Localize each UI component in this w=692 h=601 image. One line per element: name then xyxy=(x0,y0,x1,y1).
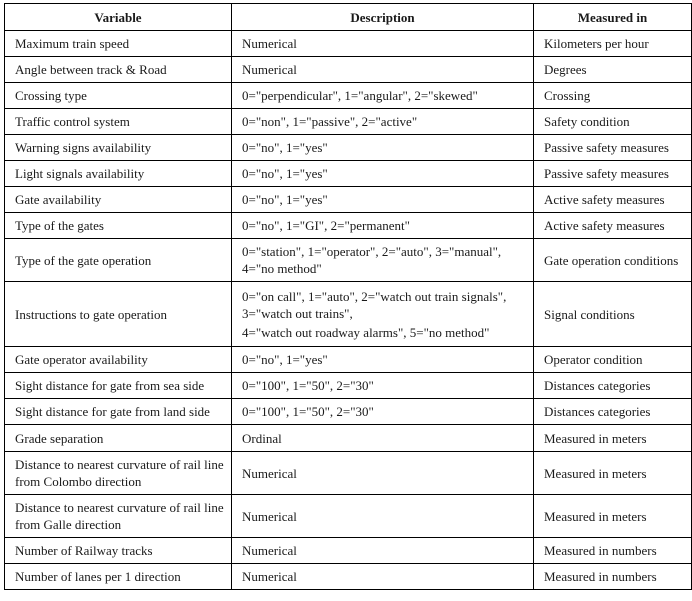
cell-measured-in: Distances categories xyxy=(534,373,692,399)
table-row xyxy=(5,57,692,83)
description-line: 0="no", 1="yes" xyxy=(242,352,328,367)
cell-variable: Sight distance for gate from land side xyxy=(5,399,232,425)
description-line: 0="perpendicular", 1="angular", 2="skewed" xyxy=(242,88,478,103)
column-header-variable: Variable xyxy=(5,4,232,31)
cell-variable: Type of the gate operation xyxy=(5,239,232,282)
table-row xyxy=(5,239,692,282)
cell-variable: Type of the gates xyxy=(5,213,232,239)
description-line: Ordinal xyxy=(242,430,282,446)
cell-description xyxy=(232,538,534,564)
cell-variable: Maximum train speed xyxy=(5,31,232,57)
description-line: Numerical xyxy=(242,465,297,481)
cell-measured-in: Measured in numbers xyxy=(534,538,692,564)
table-row xyxy=(5,452,692,495)
cell-measured-in: Safety condition xyxy=(534,109,692,135)
cell-description xyxy=(232,373,534,399)
cell-description xyxy=(232,239,534,282)
table-row xyxy=(5,135,692,161)
cell-description xyxy=(232,213,534,239)
description-line: 0="no", 1="yes" xyxy=(242,140,328,155)
cell-measured-in: Passive safety measures xyxy=(534,135,692,161)
cell-measured-in: Active safety measures xyxy=(534,213,692,239)
cell-measured-in: Distances categories xyxy=(534,399,692,425)
cell-description xyxy=(232,31,534,57)
cell-description xyxy=(232,109,534,135)
cell-description xyxy=(232,161,534,187)
table-header-row xyxy=(5,4,692,31)
description-line: 0="100", 1="50", 2="30" xyxy=(242,404,374,419)
table-row xyxy=(5,161,692,187)
table-row xyxy=(5,564,692,590)
cell-variable: Gate availability xyxy=(5,187,232,213)
cell-variable: Crossing type xyxy=(5,83,232,109)
cell-measured-in: Measured in meters xyxy=(534,452,692,495)
description-line: Numerical xyxy=(242,543,297,558)
cell-variable: Number of Railway tracks xyxy=(5,538,232,564)
cell-measured-in: Measured in numbers xyxy=(534,564,692,590)
table-row xyxy=(5,373,692,399)
column-header-description: Description xyxy=(232,4,534,31)
cell-variable: Distance to nearest curvature of rail line from Colombo direction xyxy=(5,452,232,495)
table-row xyxy=(5,495,692,538)
description-line: 0="no", 1="GI", 2="permanent" xyxy=(242,218,410,233)
cell-measured-in: Operator condition xyxy=(534,347,692,373)
cell-description xyxy=(232,452,534,495)
cell-measured-in: Measured in meters xyxy=(534,495,692,538)
cell-description xyxy=(232,135,534,161)
variables-table xyxy=(4,3,692,590)
cell-description xyxy=(232,347,534,373)
cell-variable: Gate operator availability xyxy=(5,347,232,373)
description-line: 0="100", 1="50", 2="30" xyxy=(242,378,374,393)
cell-description xyxy=(232,282,534,347)
description-line: 4="no method" xyxy=(242,261,322,276)
description-line: Numerical xyxy=(242,62,297,77)
cell-measured-in: Signal conditions xyxy=(534,282,692,347)
table-body xyxy=(5,31,692,590)
description-line: 4="watch out roadway alarms", 5="no method" xyxy=(242,324,490,340)
cell-measured-in: Measured in meters xyxy=(534,425,692,452)
cell-description xyxy=(232,564,534,590)
cell-measured-in: Gate operation conditions xyxy=(534,239,692,282)
cell-variable: Light signals availability xyxy=(5,161,232,187)
description-line: 3="watch out trains", xyxy=(242,305,353,321)
description-line: Numerical xyxy=(242,36,297,51)
description-line: 0="no", 1="yes" xyxy=(242,192,328,207)
cell-measured-in: Kilometers per hour xyxy=(534,31,692,57)
cell-variable: Grade separation xyxy=(5,425,232,452)
cell-measured-in: Crossing xyxy=(534,83,692,109)
table-row xyxy=(5,109,692,135)
description-line: 0="station", 1="operator", 2="auto", 3="manual", xyxy=(242,244,502,259)
table-row xyxy=(5,425,692,452)
cell-variable: Distance to nearest curvature of rail line from Galle direction xyxy=(5,495,232,538)
cell-description xyxy=(232,495,534,538)
cell-variable: Instructions to gate operation xyxy=(5,282,232,347)
description-line: 0="non", 1="passive", 2="active" xyxy=(242,114,418,129)
cell-measured-in: Degrees xyxy=(534,57,692,83)
cell-variable: Number of lanes per 1 direction xyxy=(5,564,232,590)
cell-variable: Traffic control system xyxy=(5,109,232,135)
cell-measured-in: Passive safety measures xyxy=(534,161,692,187)
description-line: 0="on call", 1="auto", 2="watch out train signals", xyxy=(242,288,507,304)
description-line: Numerical xyxy=(242,569,297,584)
table-row xyxy=(5,83,692,109)
table-row xyxy=(5,31,692,57)
cell-description xyxy=(232,83,534,109)
cell-variable: Sight distance for gate from sea side xyxy=(5,373,232,399)
cell-variable: Angle between track & Road xyxy=(5,57,232,83)
cell-description xyxy=(232,399,534,425)
description-line: Numerical xyxy=(242,508,297,524)
cell-description xyxy=(232,57,534,83)
table-row xyxy=(5,213,692,239)
cell-variable: Warning signs availability xyxy=(5,135,232,161)
table-row xyxy=(5,538,692,564)
cell-description xyxy=(232,425,534,452)
table-row xyxy=(5,347,692,373)
cell-measured-in: Active safety measures xyxy=(534,187,692,213)
table-row xyxy=(5,399,692,425)
column-header-measured-in: Measured in xyxy=(534,4,692,31)
table-row xyxy=(5,187,692,213)
description-line: 0="no", 1="yes" xyxy=(242,166,328,181)
table-row xyxy=(5,282,692,347)
cell-description xyxy=(232,187,534,213)
